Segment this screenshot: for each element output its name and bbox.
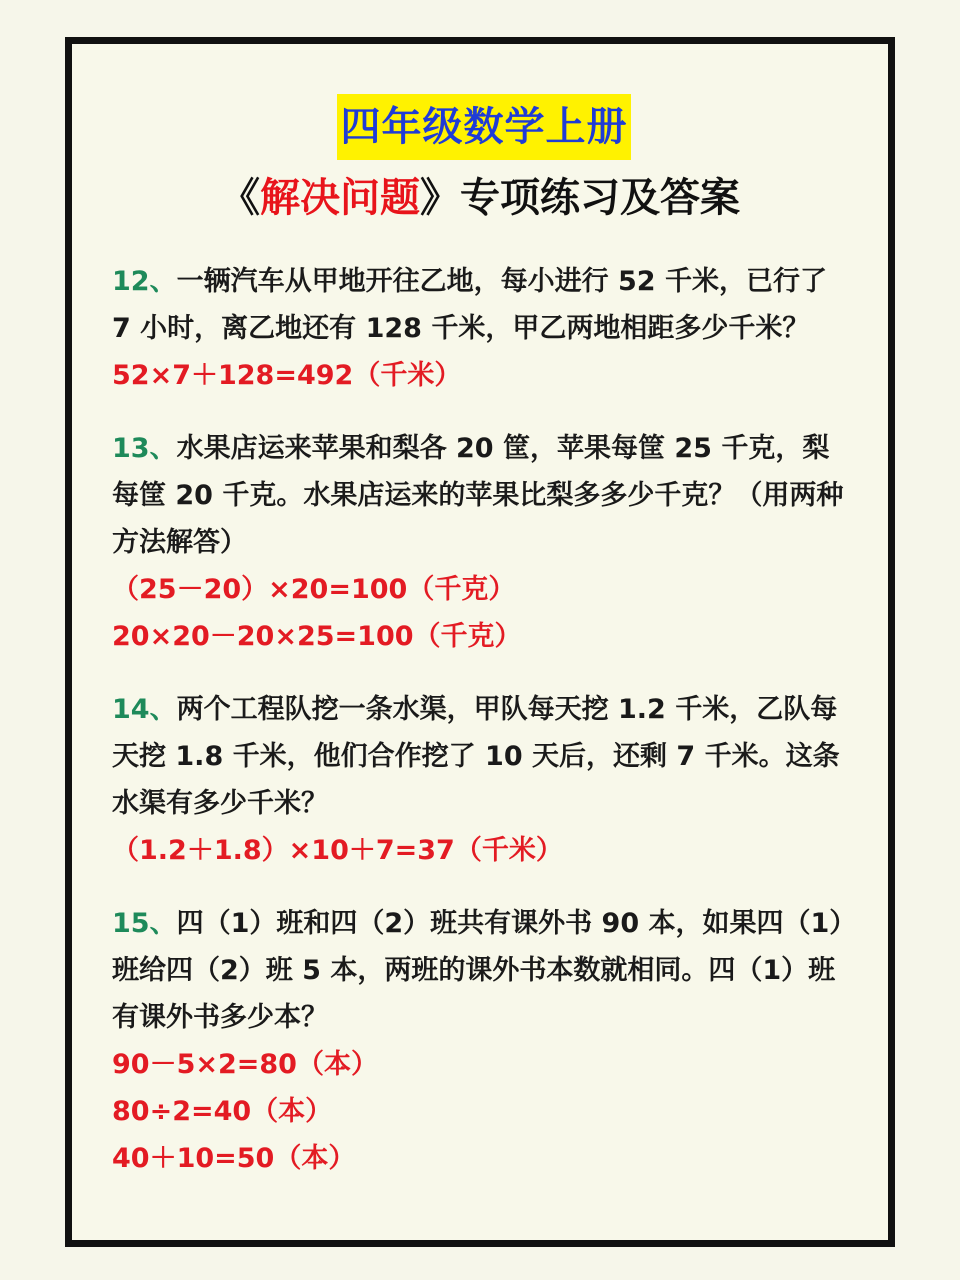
problem-text: 水果店运来苹果和梨各 20 筐，苹果每筐 25 千克，梨每筐 20 千克。水果店运来的苹果比梨多多少千克？（用两种方法解答） <box>112 433 844 558</box>
subtitle-open-bracket: 《 <box>220 175 260 221</box>
answer-line: 20×20－20×25=100（千克） <box>112 621 522 652</box>
problem-number: 12、 <box>112 266 177 297</box>
page-title: 四年级数学上册 <box>337 94 631 160</box>
worksheet-frame <box>65 37 895 1247</box>
problem-text: 两个工程队挖一条水渠，甲队每天挖 1.2 千米，乙队每天挖 1.8 千米，他们合作挖了 10 天后，还剩 7 千米。这条水渠有多少千米？ <box>112 694 840 819</box>
subtitle-highlight: 解决问题 <box>260 175 420 221</box>
problem-question <box>112 258 852 352</box>
answer-line: 52×7＋128=492（千米） <box>112 360 462 391</box>
problem-question <box>112 686 852 827</box>
problem-12 <box>112 258 852 399</box>
answer-line: 90－5×2=80（本） <box>112 1049 378 1080</box>
answer-line: （25－20）×20=100（千克） <box>112 574 516 605</box>
subtitle-close-bracket: 》 <box>420 175 460 221</box>
problem-13 <box>112 425 852 660</box>
problem-text: 一辆汽车从甲地开往乙地，每小进行 52 千米，已行了 7 小时，离乙地还有 128 千米，甲乙两地相距多少千米？ <box>112 266 827 344</box>
problem-15 <box>112 900 852 1182</box>
answer-line: 80÷2=40（本） <box>112 1096 333 1127</box>
problem-text: 四（1）班和四（2）班共有课外书 90 本，如果四（1）班给四（2）班 5 本，两班的课外书本数就相同。四（1）班有课外书多少本？ <box>112 908 843 1033</box>
problem-number: 15、 <box>112 908 177 939</box>
subtitle-rest: 专项练习及答案 <box>460 175 740 221</box>
problem-number: 13、 <box>112 433 177 464</box>
answer-line: 40＋10=50（本） <box>112 1143 356 1174</box>
problem-question <box>112 425 852 566</box>
problem-14 <box>112 686 852 874</box>
answer-line: （1.2＋1.8）×10＋7=37（千米） <box>112 835 563 866</box>
problem-question <box>112 900 852 1041</box>
page-subtitle <box>72 170 888 226</box>
problem-number: 14、 <box>112 694 177 725</box>
